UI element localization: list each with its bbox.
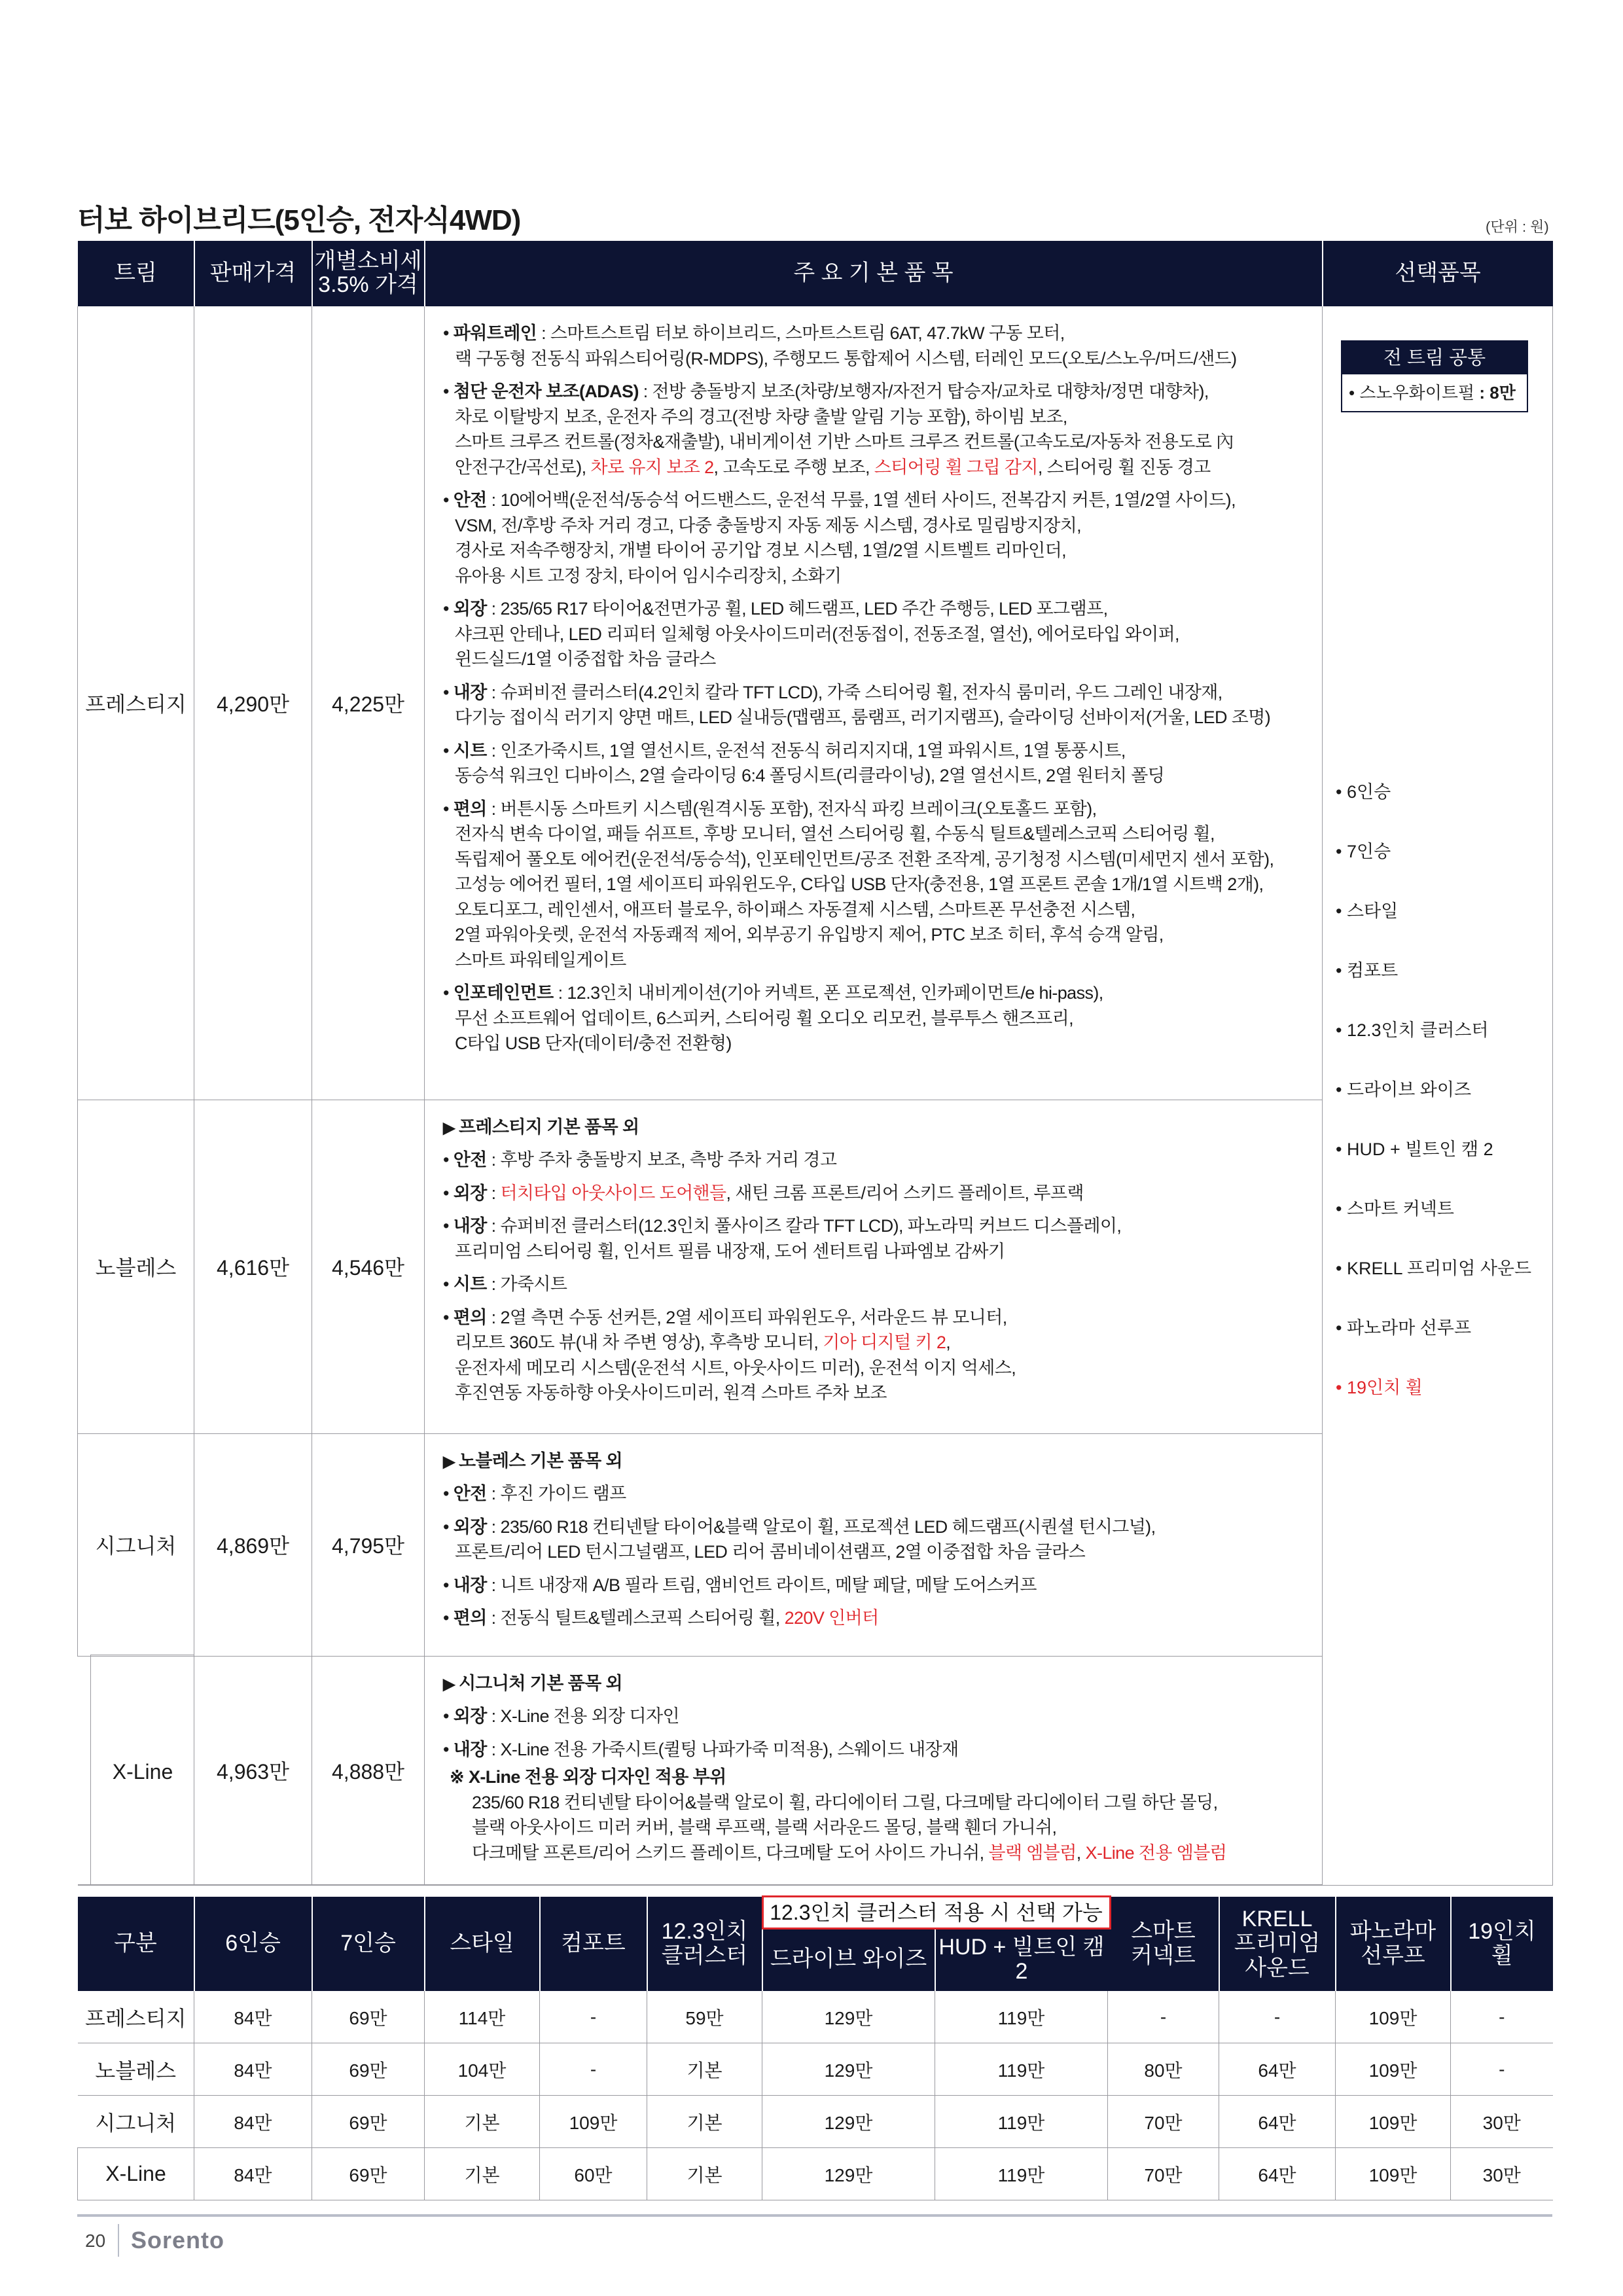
feature-interior: • 내장 : 슈퍼비전 클러스터(12.3인치 풀사이즈 칼라 TFT LCD), 파노라믹 커브드 디스플레이, 프리미엄 스티어링 휠, 인서트 필름 내장재, 도어 센터트림 나파엠보 감싸기	[443, 1213, 1315, 1264]
price-header-panorama: 파노라마 선루프	[1336, 1897, 1451, 1991]
price-header-cluster: 12.3인치 클러스터	[647, 1897, 762, 1991]
option-item: • 스타일	[1336, 897, 1531, 956]
table-row: 시그니처 84만 69만 기본 109만 기본 129만 119만 70만 64만 109만 30만	[78, 2096, 1553, 2148]
footer-separator	[118, 2224, 119, 2257]
feature-infotainment: • 인포테인먼트 : 12.3인치 내비게이션(기아 커넥트, 폰 프로젝션, 인카페이먼트/e hi-pass), 무선 소프트웨어 업데이트, 6스피커, 스티어링 휠 오디오 리모컨, 블루투스 핸즈프리, C타입 USB 단자(데이터/충전 전환형)	[443, 980, 1315, 1056]
page-title: 터보 하이브리드(5인승, 전자식4WD)	[77, 204, 521, 236]
features-xline	[425, 1656, 1323, 1885]
header-features: 주 요 기 본 품 목	[425, 241, 1323, 306]
trim-price: 4,616만	[194, 1100, 312, 1433]
table-row: 프레스티지 84만 69만 114만 - 59만 129만 119만 - - 109만 -	[78, 1991, 1553, 2043]
trim-tax-price: 4,888만	[312, 1656, 425, 1885]
features-prestige	[425, 306, 1323, 1100]
trim-tax-price: 4,225만	[312, 306, 425, 1100]
option-item: • 컴포트	[1336, 956, 1531, 1016]
feature-seat: • 시트 : 가죽시트	[443, 1272, 1315, 1297]
feature-safety: • 안전 : 10에어백(운전석/동승석 어드밴스드, 운전석 무릎, 1열 센터 사이드, 전복감지 커튼, 1열/2열 사이드), VSM, 전/후방 주차 거리 경고, 다중 충돌방지 자동 제동 시스템, 경사로 밀림방지장치, 경사로 저속주행장치, 개별 타이어 공기압 경보 시스템, 1열/2열 시트벨트 리마인더, 유아용 시트 고정 장치, 타이어 임시수리장치, 소화기	[443, 488, 1315, 588]
trim-name: X-Line	[112, 1760, 173, 1784]
feature-exterior: • 외장 : 235/65 R17 타이어&전면가공 휠, LED 헤드램프, LED 주간 주행등, LED 포그램프, 샤크핀 안테나, LED 리피터 일체형 아웃사이드미러(전동접이, 전동조절, 열선), 에어로타입 와이퍼, 윈드실드/1열 이중접합 차음 글라스	[443, 596, 1315, 672]
feature-exterior: • 외장 : 터치타입 아웃사이드 도어핸들, 새틴 크롬 프론트/리어 스키드 플레이트, 루프랙	[443, 1181, 1315, 1206]
option-item: • HUD + 빌트인 캠 2	[1336, 1135, 1531, 1194]
option-item: • KRELL 프리미엄 사운드	[1336, 1254, 1531, 1314]
feature-seat: • 시트 : 인조가죽시트, 1열 열선시트, 운전석 전동식 허리지지대, 1열 파워시트, 1열 통풍시트, 동승석 워크인 디바이스, 2열 슬라이딩 6:4 폴딩시트(리클라이닝), 2열 열선시트, 2열 원터치 폴딩	[443, 738, 1315, 789]
option-item: • 파노라마 선루프	[1336, 1314, 1531, 1373]
feature-powertrain: • 파워트레인 : 스마트스트림 터보 하이브리드, 스마트스트림 6AT, 47.7kW 구동 모터, 랙 구동형 전동식 파워스티어링(R-MDPS), 주행모드 통합제어 시스템, 터레인 모드(오토/스노우/머드/샌드)	[443, 321, 1315, 371]
header-trim: 트림	[78, 241, 194, 306]
feature-interior: • 내장 : X-Line 전용 가죽시트(퀼팅 나파가죽 미적용), 스웨이드 내장재	[443, 1737, 1315, 1763]
option-item: • 6인승	[1336, 778, 1531, 837]
feature-interior: • 내장 : 니트 내장재 A/B 필라 트림, 앰비언트 라이트, 메탈 페달, 메탈 도어스커프	[443, 1573, 1315, 1598]
option-item-highlight: • 19인치 휠	[1336, 1373, 1531, 1433]
common-option-item: • 스노우화이트펄 : 8만	[1342, 374, 1527, 411]
price-header-style: 스타일	[425, 1897, 540, 1991]
table-row: X-Line 84만 69만 기본 60만 기본 129만 119만 70만 64만 109만 30만	[78, 2148, 1553, 2200]
feature-convenience: • 편의 : 버튼시동 스마트키 시스템(원격시동 포함), 전자식 파킹 브레이크(오토홀드 포함), 전자식 변속 다이얼, 패들 쉬프트, 후방 모니터, 열선 스티어링 휠, 수동식 틸트&텔레스코픽 스티어링 휠, 독립제어 풀오토 에어컨(운전석/동승석), 인포테인먼트/공조 전환 조작계, 공기청정 시스템(미세먼지 센서 포함), 고성능 에어컨 필터, 1열 세이프티 파워윈도우, C타입 USB 단자(충전용, 1열 프론트 콘솔 1개/1열 시트백 2개), 오토디포그, 레인센서, 애프터 블로우, 하이패스 자동결제 시스템, 스마트폰 무선충전 시스템, 2열 파워아웃렛, 운전석 자동쾌적 제어, 외부공기 유입방지 제어, PTC 보조 히터, 후석 승객 알림, 스마트 파워테일게이트	[443, 797, 1315, 973]
section-header: ▶ 프레스티지 기본 품목 외	[443, 1115, 1315, 1141]
footer-divider	[77, 2214, 1552, 2217]
trim-price: 4,290만	[194, 306, 312, 1100]
price-header-comfort: 컴포트	[540, 1897, 647, 1991]
option-item: • 드라이브 와이즈	[1336, 1075, 1531, 1135]
common-options-title: 전 트림 공통	[1342, 342, 1527, 374]
section-header: ▶ 시그니처 기본 품목 외	[443, 1671, 1315, 1698]
price-header-category: 구분	[78, 1897, 194, 1991]
feature-interior: • 내장 : 슈퍼비전 클러스터(4.2인치 칼라 TFT LCD), 가죽 스티어링 휠, 전자식 룸미러, 우드 그레인 내장재, 다기능 접이식 러기지 양면 매트, LED 실내등(맵램프, 룸램프, 러기지램프), 슬라이딩 선바이저(거울, LED 조명)	[443, 680, 1315, 730]
header-tax-price: 개별소비세 3.5% 가격	[312, 241, 425, 306]
option-price-table	[77, 1897, 1553, 2200]
price-header-6seat: 6인승	[194, 1897, 312, 1991]
header-options: 선택품목	[1323, 241, 1553, 306]
feature-adas: • 첨단 운전자 보조(ADAS) : 전방 충돌방지 보조(차량/보행자/자전거 탑승자/교차로 대향차/정면 대향차), 차로 이탈방지 보조, 운전자 주의 경고(전방 차량 출발 알림 기능 포함), 하이빔 보조, 스마트 크루즈 컨트롤(정차&재출발), 내비게이션 기반 스마트 크루즈 컨트롤(고속도로/자동차 전용도로 內 안전구간/곡선로), 차로 유지 보조 2, 고속도로 주행 보조, 스티어링 휠 그립 감지, 스티어링 휠 진동 경고	[443, 379, 1315, 480]
features-noblesse	[425, 1100, 1323, 1433]
price-header-group: 12.3인치 클러스터 적용 시 선택 가능	[762, 1897, 1108, 1928]
feature-exterior: • 외장 : X-Line 전용 외장 디자인	[443, 1704, 1315, 1729]
trim-name: 노블레스	[78, 1100, 194, 1433]
price-header-drivewise: 드라이브 와이즈	[762, 1928, 935, 1991]
page-number: 20	[85, 2231, 106, 2251]
trim-tax-price: 4,546만	[312, 1100, 425, 1433]
common-options-box	[1341, 340, 1528, 412]
trim-price: 4,869만	[194, 1433, 312, 1656]
options-panel	[1323, 306, 1553, 1885]
trim-name: 프레스티지	[78, 306, 194, 1100]
price-header-wheel: 19인치 휠	[1451, 1897, 1553, 1991]
features-signature	[425, 1433, 1323, 1656]
price-header-7seat: 7인승	[312, 1897, 425, 1991]
option-list	[1336, 778, 1531, 1433]
option-item: • 12.3인치 클러스터	[1336, 1016, 1531, 1075]
price-header-hud: HUD + 빌트인 캠 2	[935, 1928, 1108, 1991]
trim-name: 시그니처	[78, 1433, 194, 1656]
feature-exterior: • 외장 : 235/60 R18 컨티넨탈 타이어&블랙 알로이 휠, 프로젝션 LED 헤드램프(시퀀셜 턴시그널), 프론트/리어 LED 턴시그널램프, LED 리어 콤비네이션램프, 2열 이중접합 차음 글라스	[443, 1515, 1315, 1565]
trim-price: 4,963만	[194, 1656, 312, 1885]
option-item: • 7인승	[1336, 837, 1531, 897]
table-row: 노블레스 84만 69만 104만 - 기본 129만 119만 80만 64만 109만 -	[78, 2043, 1553, 2096]
xline-note: ※ X-Line 전용 외장 디자인 적용 부위 235/60 R18 컨티넨탈 타이어&블랙 알로이 휠, 라디에이터 그릴, 다크메탈 라디에이터 그릴 하단 몰딩, 블랙 아웃사이드 미러 커버, 블랙 루프랙, 블랙 서라운드 몰딩, 블랙 휀더 가니쉬, 다크메탈 프론트/리어 스키드 플레이트, 다크메탈 도어 사이드 가니쉬, 블랙 엠블럼, X-Line 전용 엠블럼	[450, 1765, 1315, 1865]
price-header-krell: KRELL 프리미엄 사운드	[1219, 1897, 1336, 1991]
price-header-smart-connect: 스마트 커넥트	[1108, 1897, 1219, 1991]
feature-safety: • 안전 : 후진 가이드 램프	[443, 1481, 1315, 1507]
option-item: • 스마트 커넥트	[1336, 1194, 1531, 1254]
brand-name: Sorento	[131, 2227, 225, 2253]
feature-safety: • 안전 : 후방 주차 충돌방지 보조, 측방 주차 거리 경고	[443, 1147, 1315, 1173]
trim-tax-price: 4,795만	[312, 1433, 425, 1656]
header-price: 판매가격	[194, 241, 312, 306]
feature-convenience: • 편의 : 전동식 틸트&텔레스코픽 스티어링 휠, 220V 인버터	[443, 1605, 1315, 1631]
xline-trim-cell	[90, 1655, 194, 1884]
trim-features-table	[77, 241, 1553, 1886]
section-header: ▶ 노블레스 기본 품목 외	[443, 1448, 1315, 1475]
feature-convenience: • 편의 : 2열 측면 수동 선커튼, 2열 세이프티 파워윈도우, 서라운드 뷰 모니터, 리모트 360도 뷰(내 차 주변 영상), 후측방 모니터, 기아 디지털 키 2, 운전자세 메모리 시스템(운전석 시트, 아웃사이드 미러), 운전석 이지 억세스, 후진연동 자동하향 아웃사이드미러, 원격 스마트 주차 보조	[443, 1305, 1315, 1406]
unit-label: (단위 : 원)	[1486, 219, 1549, 235]
